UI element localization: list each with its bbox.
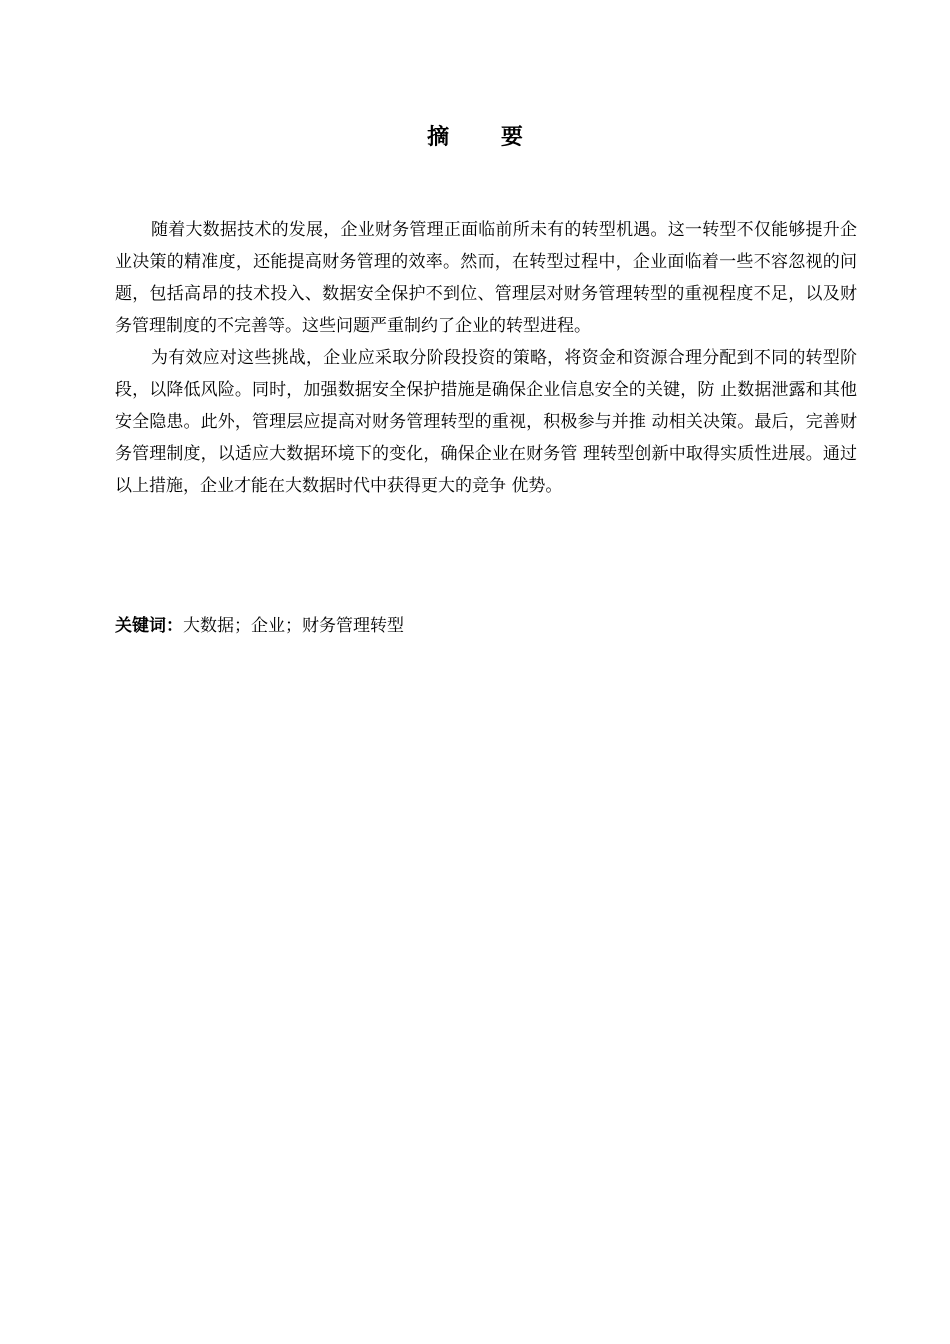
abstract-body — [115, 214, 857, 502]
keywords-line — [115, 610, 857, 642]
abstract-paragraph-1: 随着大数据技术的发展，企业财务管理正面临前所未有的转型机遇。这一转型不仅能够提升企业决策的精准度，还能提高财务管理的效率。然而，在转型过程中，企业面临着一些不容忽视的问题，包括高昂的技术投入、数据安全保护不到位、管理层对财务管理转型的重视程度不足，以及财务管理制度的不完善等。这些问题严重制约了企业的转型进程。 — [115, 220, 857, 336]
keywords-label: 关键词： — [115, 616, 183, 636]
abstract-title: 摘 要 — [427, 125, 545, 150]
keywords-value: 大数据；企业；财务管理转型 — [183, 616, 404, 636]
abstract-paragraph-2: 为有效应对这些挑战，企业应采取分阶段投资的策略，将资金和资源合理分配到不同的转型阶段，以降低风险。同时，加强数据安全保护措施是确保企业信息安全的关键，防 止数据泄露和其他安全隐患。此外，管理层应提高对财务管理转型的重视，积极参与并推 动相关决策。最后，完善财务管理制度，以适应大数据环境下的变化，确保企业在财务管 理转型创新中取得实质性进展。通过以上措施，企业才能在大数据时代中获得更大的竞争 优势。 — [115, 348, 857, 496]
